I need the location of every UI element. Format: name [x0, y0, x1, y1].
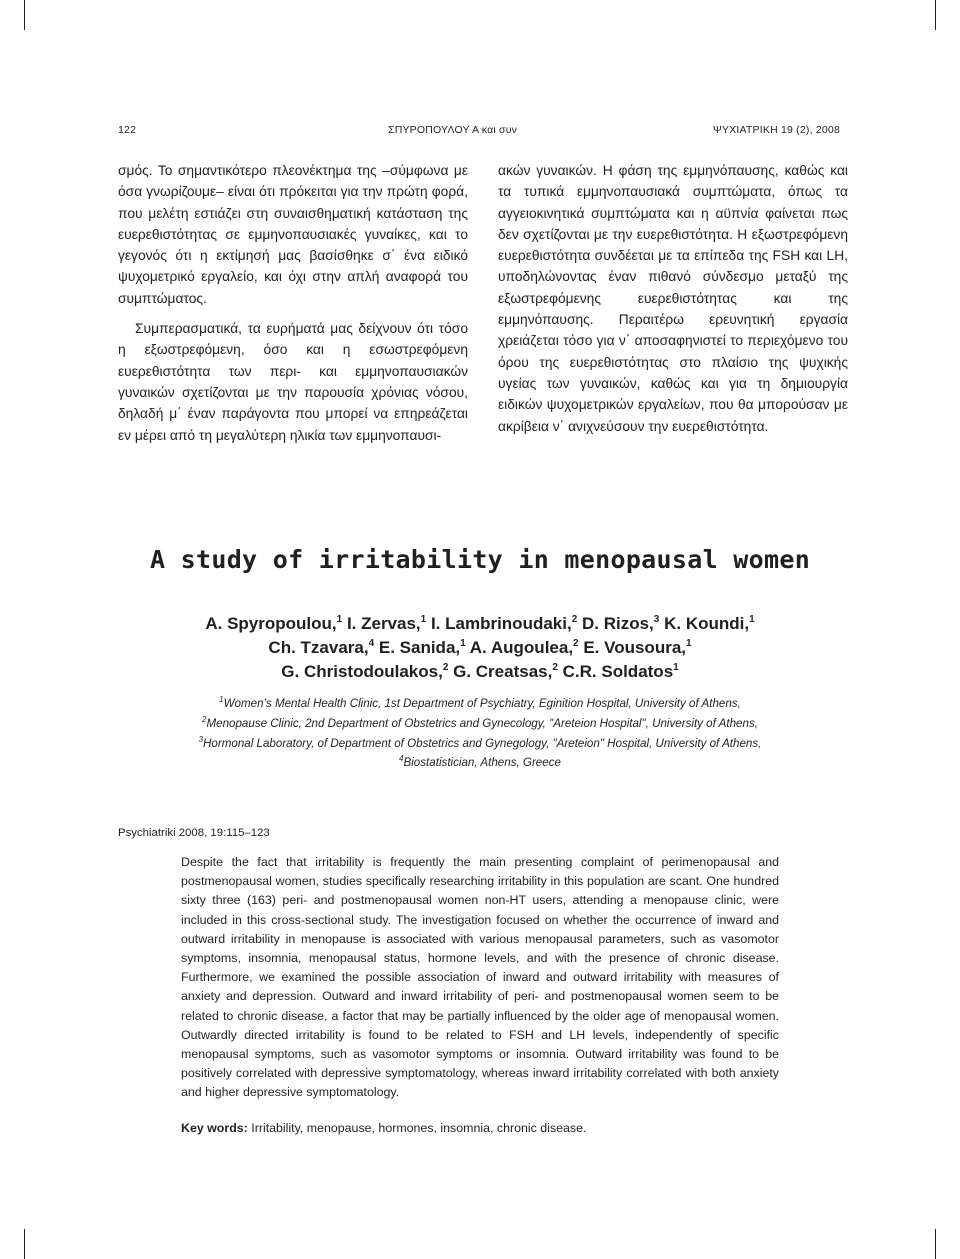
author-name: I. Zervas, — [346, 614, 421, 633]
affiliation-text: Menopause Clinic, 2nd Department of Obstetrics and Gynecology, "Areteion Hospital", University of Athens, — [206, 716, 758, 730]
greek-text-left-column — [118, 160, 468, 446]
affiliation — [100, 753, 860, 773]
author-affiliation-mark: 2 — [571, 614, 578, 625]
affiliation-mark: 4 — [399, 754, 404, 764]
author-affiliation-mark: 1 — [749, 614, 755, 625]
author-affiliation-mark: 3 — [653, 614, 660, 625]
greek-paragraph-continued: ακών γυναικών. Η φάση της εμμηνόπαυσης, καθώς και τα τυπικά εμμηνοπαυσιακά συμπτώματα, όπως τα αγγειοκινητικά συμπτώματα και η αϋπνία φαίνεται πως δεν σχετίζονται με την ευερεθιστότητα. Η εξωστρεφόμενη ευερεθιστότητα συνδέεται με τα επίπεδα της FSH και LH, υποδηλώνοντας έναν πιθανό σύνδεσμο μεταξύ της εξωστρεφόμενης ευερεθιστότητας και της εμμηνόπαυσης. Περαιτέρω ερευνητική εργασία χρειάζεται τόσο για ν΄ αποσαφηνιστεί το περιεχόμενο του όρου της ευερεθιστότητας στο πλαίσιο της ψυχικής υγείας των γυναικών, καθώς και για τη δημιουργία ειδικών ψυχομετρικών εργαλείων, που θα μπορούσαν με ακρίβεια ν΄ ανιχνεύσουν την ευερεθιστότητα. — [498, 163, 848, 434]
running-head-authors: ΣΠΥΡΟΠΟΥΛΟΥ Α και συν — [388, 124, 518, 136]
greek-text-right-column — [498, 160, 848, 437]
author-name: A. Spyropoulou, — [205, 614, 337, 633]
affiliation — [100, 694, 860, 714]
keywords — [181, 1119, 779, 1138]
author-name: D. Rizos, — [582, 614, 654, 633]
author-name: C.R. Soldatos — [562, 662, 674, 681]
author-name: G. Creatsas, — [453, 662, 553, 681]
author-affiliation-mark: 2 — [552, 662, 558, 673]
author-name: K. Koundi, — [664, 614, 750, 633]
crop-mark-top-left — [24, 0, 25, 30]
author-affiliation-mark: 1 — [336, 614, 343, 625]
keywords-label: Key words: — [181, 1121, 248, 1135]
author-line-2 — [100, 636, 860, 660]
affiliation-mark: 2 — [202, 714, 207, 724]
affiliation-mark: 3 — [198, 734, 204, 744]
running-head — [118, 124, 840, 138]
author-affiliation-mark: 1 — [686, 638, 692, 649]
author-name: A. Augoulea, — [469, 638, 574, 657]
page-number: 122 — [118, 124, 137, 136]
author-line-3 — [100, 660, 860, 684]
author-affiliation-mark: 4 — [368, 638, 375, 649]
author-list — [100, 612, 860, 684]
author-name: Ch. Tzavara, — [268, 638, 369, 657]
author-line-1 — [100, 612, 860, 636]
crop-mark-top-right — [935, 0, 936, 30]
journal-citation: Psychiatriki 2008, 19:115–123 — [118, 827, 270, 839]
keywords-list: Irritability, menopause, hormones, insomnia, chronic disease. — [251, 1121, 587, 1135]
author-name: G. Christodoulakos, — [281, 662, 443, 681]
author-name: E. Sanida, — [378, 638, 461, 657]
affiliation-list — [100, 694, 860, 773]
crop-mark-bottom-right — [935, 1229, 936, 1259]
author-affiliation-mark: 2 — [442, 662, 449, 673]
abstract: Despite the fact that irritability is frequently the main presenting complaint of perimenopausal and postmenopausal women, studies specifically researching irritability in this population are scant. One hundred sixty three (163) peri- and postmenopausal women non-HT users, attending a menopause clinic, were included in this cross-sectional study. The investigation focused on whether the occurrence of inward and outward irritability in menopause is associated with various menopausal parameters, such as vasomotor symptoms, insomnia, menopausal status, hormone levels, and with the presence of chronic disease. Furthermore, we examined the possible association of inward and outward irritability with measures of anxiety and depression. Outward and inward irritability of peri- and postmenopausal women seem to be related to chronic disease, a factor that may be partially influenced by the older age of menopausal women. Outwardly directed irritability is found to be related to FSH and LH levels, independently of specific menopausal symptoms, such as vasomotor symptoms or insomnia. Outward irritability was found to be positively correlated with depressive symptomatology, whereas inward irritability correlated with both anxiety and higher depressive symptomatology. — [181, 855, 779, 1100]
affiliation — [100, 734, 860, 754]
article-title: A study of irritability in menopausal women — [149, 545, 811, 574]
author-affiliation-mark: 2 — [573, 638, 579, 649]
crop-mark-bottom-left — [24, 1229, 25, 1259]
greek-paragraph-conclusion: Συμπερασματικά, τα ευρήματά μας δείχνουν ότι τόσο η εξωστρεφόμενη, όσο και η εσωστρεφόμενη ευερεθιστότητα των περι- και εμμηνοπαυσιακών γυναικών σχετίζονται με την παρουσία χρόνιας νόσου, δηλαδή μ΄ έναν παράγοντα που μπορεί να επηρεάζεται εν μέρει από τη μεγαλύτερη ηλικία των εμμηνοπαυσι- — [118, 321, 468, 443]
affiliation-text: Hormonal Laboratory, of Department of Obstetrics and Gynegology, "Areteion" Hospital, University of Athens, — [203, 736, 762, 750]
author-affiliation-mark: 1 — [460, 638, 466, 649]
affiliation — [100, 714, 860, 734]
author-name: I. Lambrinoudaki, — [430, 614, 572, 633]
running-head-journal: ΨΥΧΙΑΤΡΙΚΗ 19 (2), 2008 — [713, 124, 840, 136]
affiliation-text: Women’s Mental Health Clinic, 1st Department of Psychiatry, Eginition Hospital, University of Athens, — [223, 697, 741, 710]
author-affiliation-mark: 1 — [673, 662, 679, 673]
affiliation-mark: 1 — [219, 695, 224, 704]
author-affiliation-mark: 1 — [420, 614, 427, 625]
author-name: E. Vousoura, — [583, 638, 686, 657]
greek-paragraph: σμός. Το σημαντικότερο πλεονέκτημα της –σύμφωνα με όσα γνωρίζουμε– είναι ότι πρόκειται για την πρώτη φορά, που μελέτη εστιάζει στη συναισθηματική κατάσταση της ευερεθιστότητας σε εμμηνοπαυσιακές γυναίκες, και το γεγονός ότι η εκτίμησή μας βασίσθηκε σ΄ ένα ειδικό ψυχομετρικό εργαλείο, και όχι στην απλή αναφορά του συμπτώματος. — [118, 163, 468, 306]
affiliation-text: Biostatistician, Athens, Greece — [403, 756, 561, 770]
